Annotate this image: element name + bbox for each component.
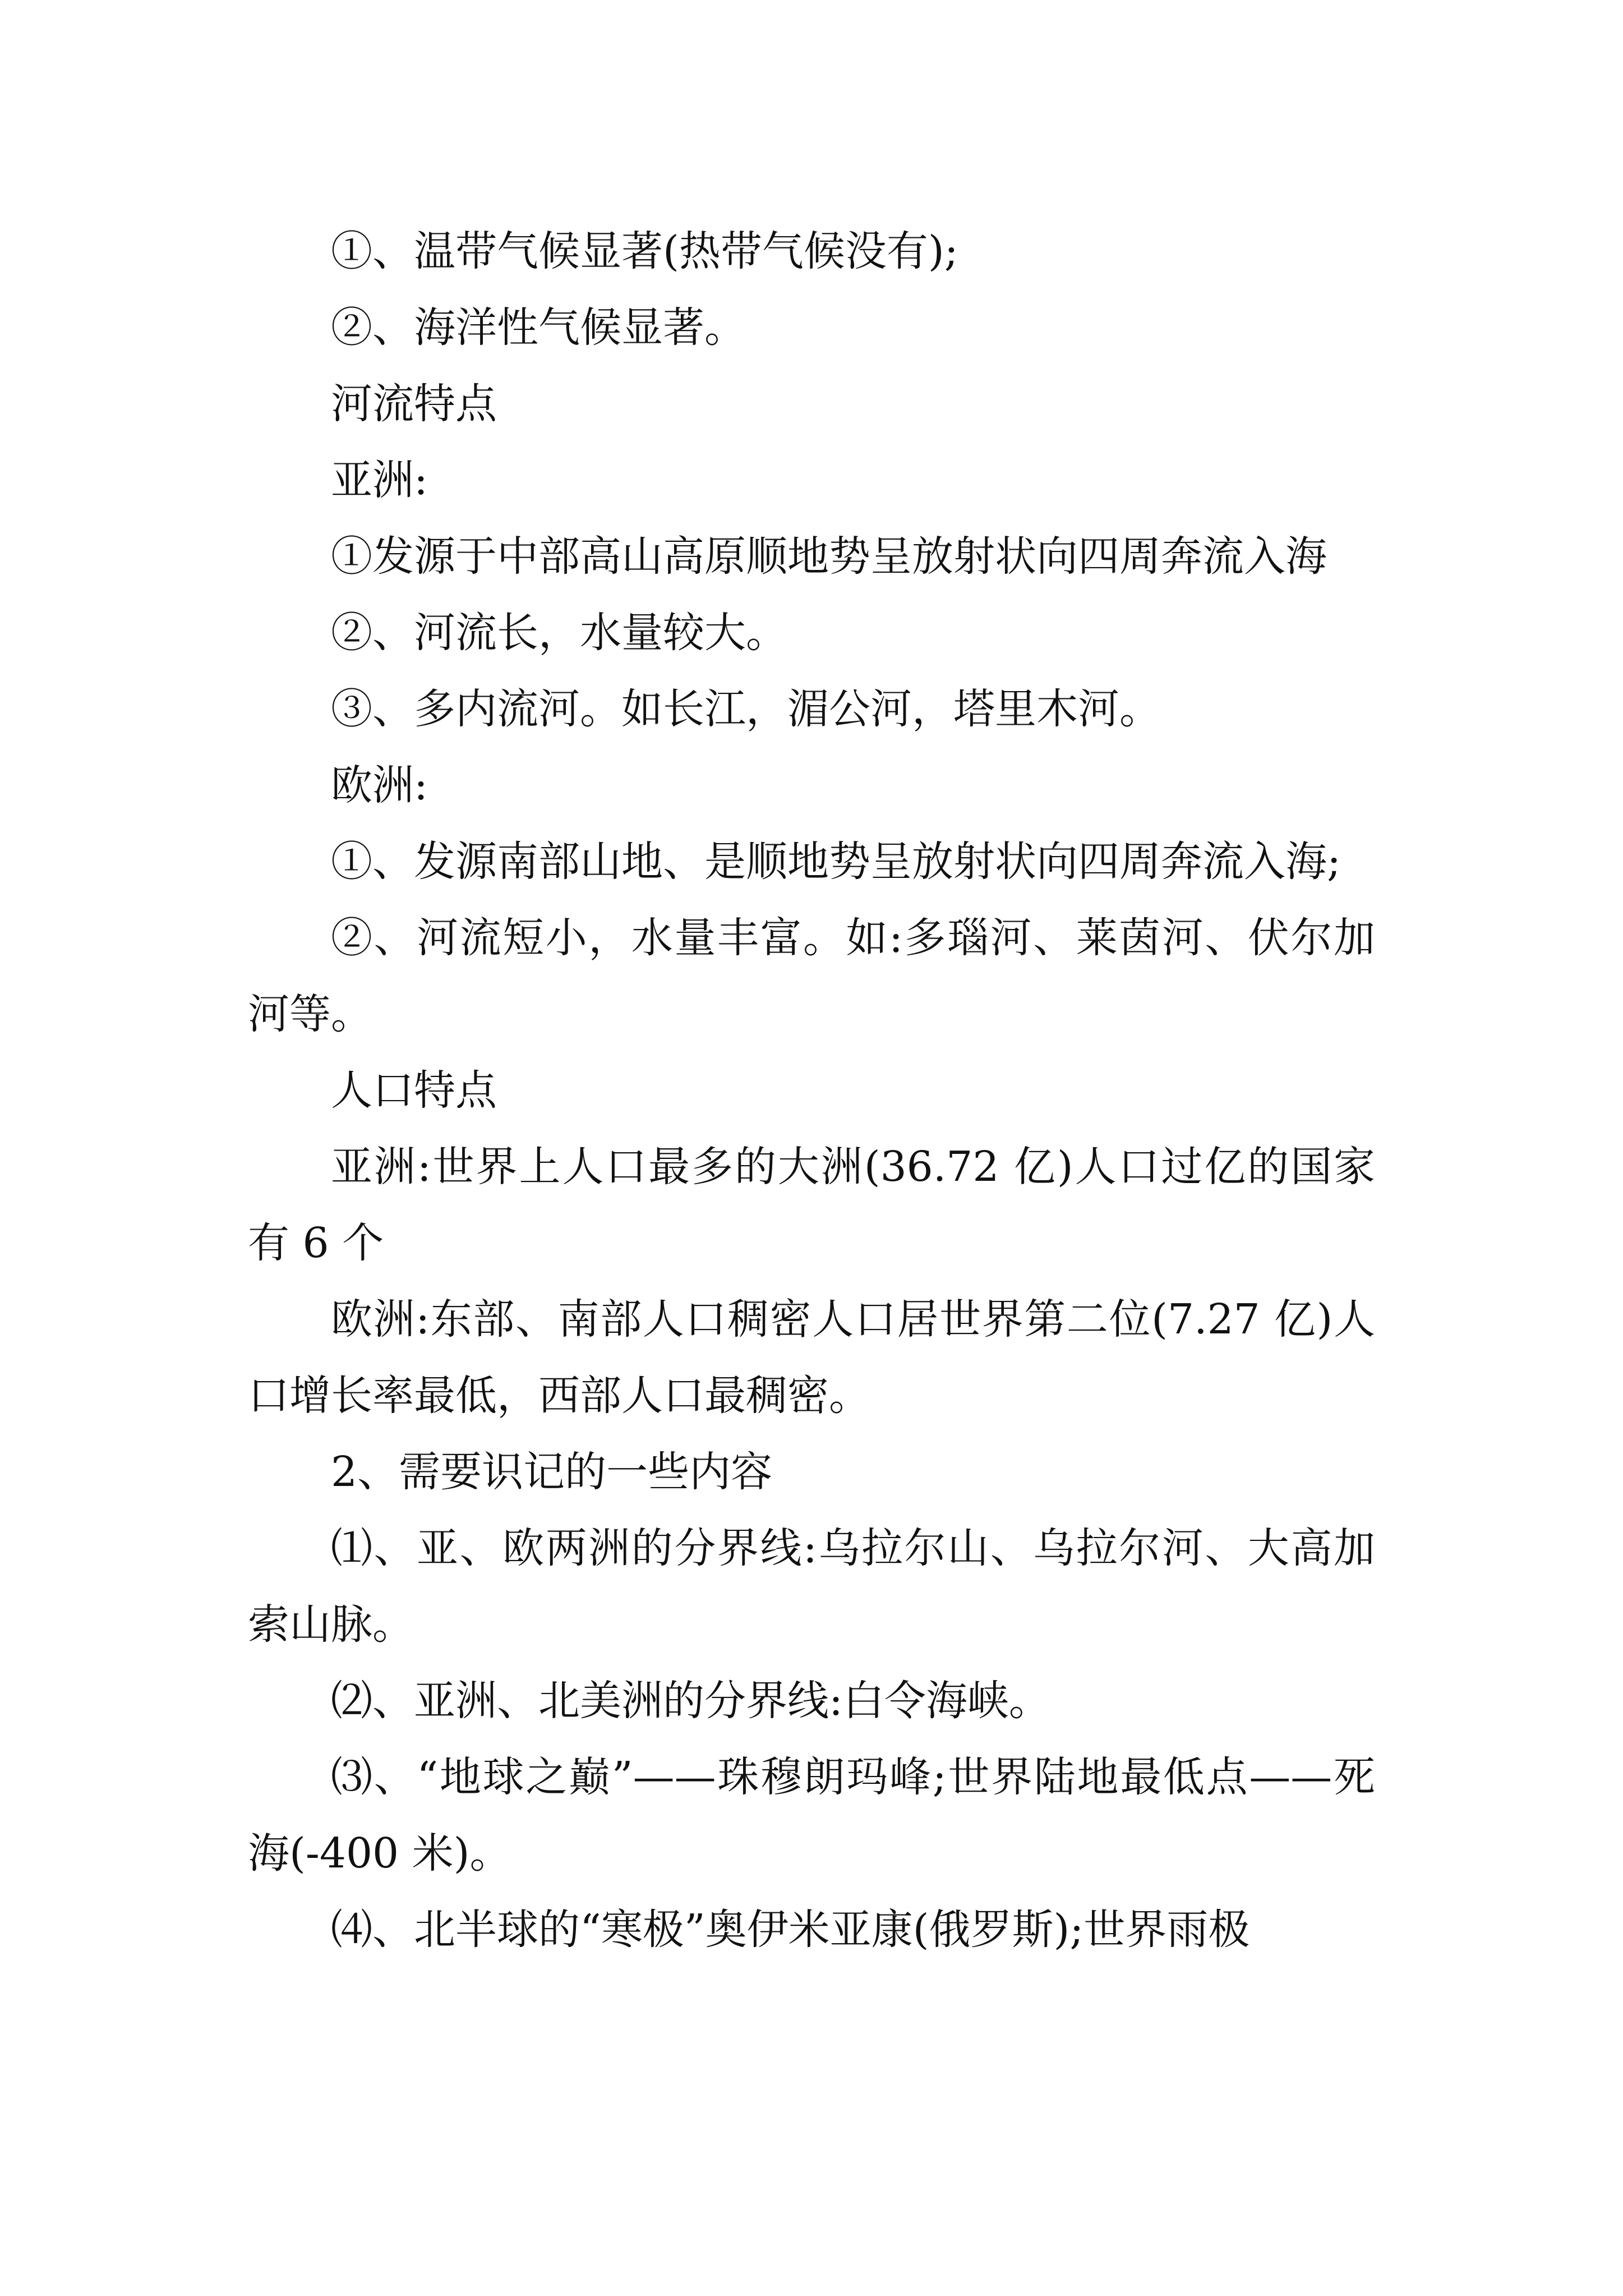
paragraph-asia-population: 亚洲:世界上人口最多的大洲(36.72 亿)人口过亿的国家有 6 个 [248,1143,1375,1267]
heading-river-features: 河流特点 [331,380,497,428]
paragraph-europe-river-length: ②、河流短小，水量丰富。如:多瑙河、莱茵河、伏尔加河等。 [248,914,1375,1038]
paragraph-highest-lowest-points: ⑶、“地球之巅”——珠穆朗玛峰;世界陆地最低点——死海(-400 米)。 [248,1753,1375,1878]
paragraph-asia-river-source: ①发源于中部高山高原顺地势呈放射状向四周奔流入海 [331,532,1327,581]
paragraph-climate-temperate: ①、温带气候显著(热带气候没有); [331,227,958,275]
paragraph-europe-population: 欧洲:东部、南部人口稠密人口居世界第二位(7.27 亿)人口增长率最低，西部人口最稠密。 [248,1295,1375,1420]
document-body [248,213,1375,1968]
label-asia-rivers: 亚洲: [331,456,428,504]
paragraph-asia-europe-boundary: ⑴、亚、欧两洲的分界线:乌拉尔山、乌拉尔河、大高加索山脉。 [248,1524,1375,1649]
paragraph-asia-river-length: ②、河流长，水量较大。 [331,609,787,657]
paragraph-asia-namerica-boundary: ⑵、亚洲、北美洲的分界线:白令海峡。 [331,1677,1050,1725]
heading-memorize-content: 2、需要识记的一些内容 [331,1448,773,1496]
paragraph-climate-marine: ②、海洋性气候显著。 [331,303,746,352]
label-europe-rivers: 欧洲: [331,761,428,809]
paragraph-cold-pole: ⑷、北半球的“寒极”奥伊米亚康(俄罗斯);世界雨极 [331,1906,1250,1954]
paragraph-europe-river-source: ①、发源南部山地、是顺地势呈放射状向四周奔流入海; [331,838,1341,886]
paragraph-asia-inland-rivers: ③、多内流河。如长江，湄公河，塔里木河。 [331,685,1161,733]
heading-population-features: 人口特点 [331,1066,497,1115]
